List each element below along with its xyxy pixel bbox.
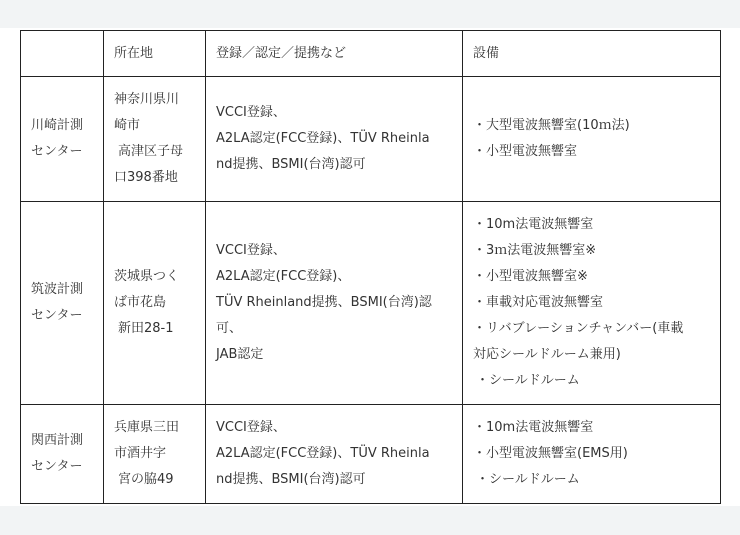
equipment-line: ・小型電波無響室※ [473, 269, 588, 284]
center-name-line: 筑波計測 [31, 282, 84, 297]
facilities-table [20, 30, 721, 504]
location-line: 口398番地 [114, 170, 178, 185]
registration-line: VCCI登録、 [216, 243, 286, 258]
equipment-cell [463, 77, 721, 202]
location-line: 新田28-1 [118, 321, 174, 336]
center-name-cell [21, 202, 104, 405]
equipment-line: 対応シールドルーム兼用) [473, 347, 621, 362]
location-line: 神奈川県川 [114, 92, 180, 107]
header-cell-equipment: 設備 [463, 31, 721, 77]
center-name-cell [21, 77, 104, 202]
table-header-row [21, 31, 721, 77]
center-name-line: センター [31, 144, 83, 159]
location-line: 宮の脇49 [118, 472, 174, 487]
registration-line: A2LA認定(FCC登録)、TÜV Rheinla [216, 131, 430, 146]
registration-line: TÜV Rheinland提携、BSMI(台湾)認 [216, 295, 432, 310]
center-name-line: 川崎計測 [31, 118, 84, 133]
registration-line: A2LA認定(FCC登録)、 [216, 269, 351, 284]
location-cell [104, 202, 206, 405]
registration-cell [206, 77, 463, 202]
equipment-line: ・車載対応電波無響室 [473, 295, 604, 310]
equipment-line: ・10m法電波無響室 [473, 420, 594, 435]
registration-cell [206, 202, 463, 405]
location-cell [104, 77, 206, 202]
equipment-line: ・シールドルーム [476, 472, 580, 487]
location-line: 兵庫県三田 [114, 420, 180, 435]
equipment-line: ・大型電波無響室(10ｍ法) [473, 118, 630, 133]
center-name-cell [21, 405, 104, 504]
location-line: 高津区子母 [118, 144, 184, 159]
location-line: 崎市 [114, 118, 141, 133]
equipment-line: ・シールドルーム [476, 373, 580, 388]
equipment-cell [463, 202, 721, 405]
registration-line: A2LA認定(FCC登録)、TÜV Rheinla [216, 446, 430, 461]
center-name-line: 関西計測 [31, 433, 84, 448]
center-name-line: センター [31, 459, 83, 474]
registration-line: VCCI登録、 [216, 420, 286, 435]
table-row [21, 202, 721, 405]
location-line: ば市花島 [114, 295, 167, 310]
registration-line: VCCI登録、 [216, 105, 286, 120]
header-cell-name [21, 31, 104, 77]
table-row [21, 405, 721, 504]
registration-line: 可、 [216, 321, 243, 336]
header-cell-registration: 登録／認定／提携など [206, 31, 463, 77]
equipment-line: ・小型電波無響室 [473, 144, 578, 159]
equipment-line: ・リバブレーションチャンバー(車載 [473, 321, 684, 336]
registration-cell [206, 405, 463, 504]
center-name-line: センター [31, 308, 83, 323]
registration-line: nd提携、BSMI(台湾)認可 [216, 157, 366, 172]
registration-line: JAB認定 [216, 347, 264, 362]
table-row [21, 77, 721, 202]
location-line: 市酒井字 [114, 446, 167, 461]
location-cell [104, 405, 206, 504]
equipment-line: ・10m法電波無響室 [473, 217, 594, 232]
equipment-line: ・3ｍ法電波無響室※ [473, 243, 597, 258]
equipment-line: ・小型電波無響室(EMS用) [473, 446, 628, 461]
page-content [0, 28, 740, 506]
equipment-cell [463, 405, 721, 504]
header-cell-location: 所在地 [104, 31, 206, 77]
location-line: 茨城県つく [114, 269, 180, 284]
registration-line: nd提携、BSMI(台湾)認可 [216, 472, 366, 487]
